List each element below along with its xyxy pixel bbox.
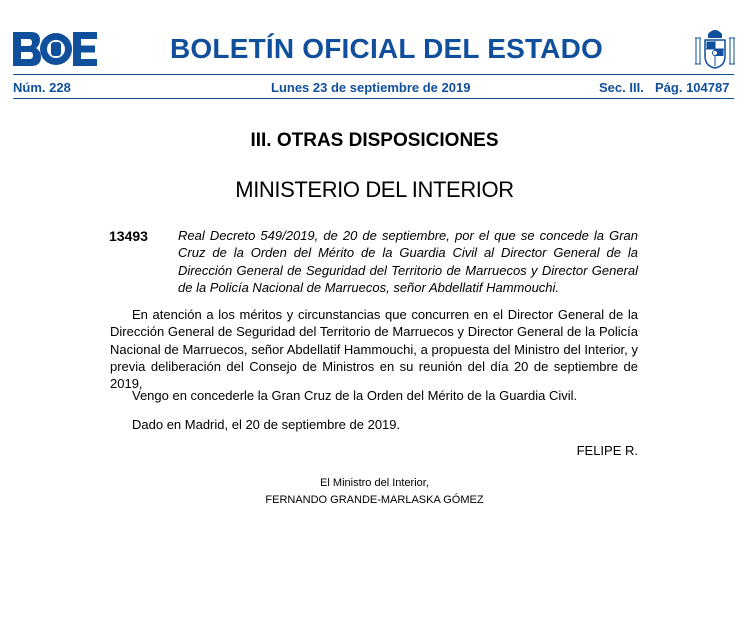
paragraph-text: En atención a los méritos y circunstancias que concurren en el Director General de la Dirección General de Seguridad del Territorio de Marruecos y Director General de la Policía Nacional de Marruecos, señor Abdellatif Hammouchi, a propuesta del Ministro del Interior, y previa deliberación del Consejo de Ministros en su reunión del día 20 de septiembre de 2019, — [110, 307, 638, 392]
gazette-title: BOLETÍN OFICIAL DEL ESTADO — [170, 33, 603, 64]
royal-signature: FELIPE R. — [576, 443, 638, 458]
paragraph-text: Dado en Madrid, el 20 de septiembre de 2019. — [132, 417, 401, 432]
disposition-summary: Real Decreto 549/2019, de 20 de septiembre, por el que se concede la Gran Cruz de la Orden del Mérito de la Guardia Civil al Director General de la Dirección General de Seguridad del Territorio de Marruecos y Director General de la Policía Nacional de Marruecos, señor Abdellatif Hammouchi. — [178, 228, 638, 295]
minister-role: El Ministro del Interior, — [320, 477, 429, 489]
section-heading: III. OTRAS DISPOSICIONES — [250, 130, 499, 151]
paragraph-text: Vengo en concederle la Gran Cruz de la Orden del Mérito de la Guardia Civil. — [132, 388, 578, 403]
issue-number: Núm. 228 — [13, 80, 71, 95]
minister-name: FERNANDO GRANDE-MARLASKA GÓMEZ — [265, 494, 484, 506]
issue-date: Lunes 23 de septiembre de 2019 — [271, 80, 471, 95]
header-rule-top — [13, 74, 734, 75]
body-paragraph — [110, 416, 638, 433]
page-number: Pág. 104787 — [655, 80, 730, 95]
disposition-number: 13493 — [109, 228, 148, 244]
body-paragraph — [110, 306, 638, 392]
boe-logo — [13, 32, 97, 66]
section-reference: Sec. III. — [599, 80, 644, 95]
body-paragraph — [110, 387, 638, 404]
header-rule-bottom — [13, 98, 734, 99]
ministry-heading: MINISTERIO DEL INTERIOR — [235, 177, 514, 202]
coat-of-arms-icon — [694, 26, 736, 70]
